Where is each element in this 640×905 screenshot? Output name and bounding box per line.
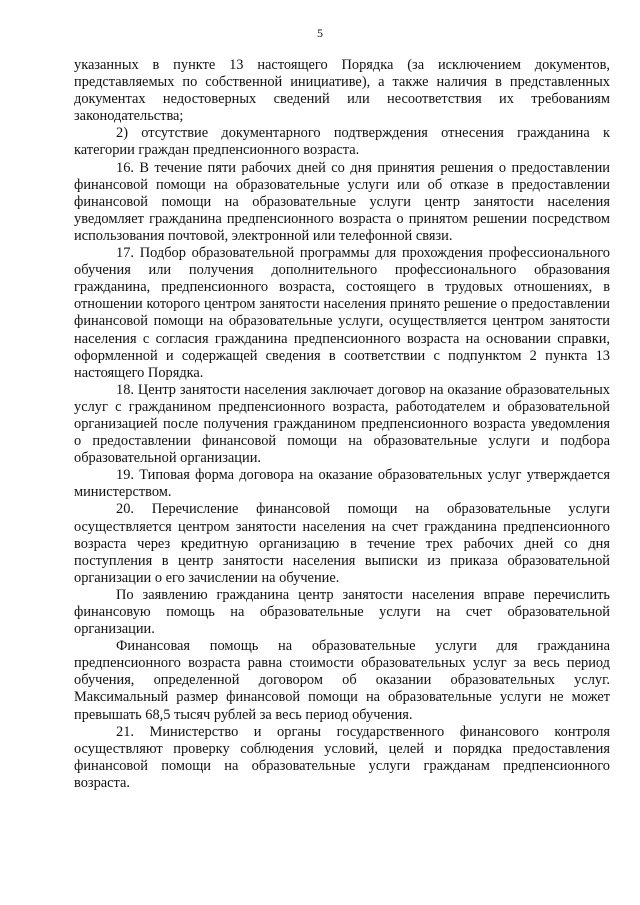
paragraph-20-transfer: По заявлению гражданина центр занятости населения вправе перечислить финансовую помощь на образовательные услуги на счет образовательной организации. (74, 586, 610, 638)
paragraph-item-2: 2) отсутствие документарного подтверждения отнесения гражданина к категории граждан предпенсионного возраста. (74, 125, 610, 159)
paragraph-21: 21. Министерство и органы государственного финансового контроля осуществляют проверку соблюдения условий, целей и порядка предоставления финансовой помощи на образовательные услуги гражданам предпенсионного возраста. (74, 723, 610, 791)
paragraph-20-amount: Финансовая помощь на образовательные услуги для гражданина предпенсионного возраста равна стоимости образовательных услуг за весь период обучения, определенной договором об оказании образовательных услуг. Максимальный размер финансовой помощи на образовательные услуги не может превышать 68,5 тысяч рублей за весь период обучения. (74, 638, 610, 723)
paragraph-20: 20. Перечисление финансовой помощи на образовательные услуги осуществляется центром занятости населения на счет гражданина предпенсионного возраста через кредитную организацию в течение трех рабочих дней со дня поступления в центр занятости населения выписки из приказа образовательной организации о его зачислении на обучение. (74, 501, 610, 586)
paragraph-continuation: указанных в пункте 13 настоящего Порядка (за исключением документов, представляемых по собственной инициативе), а также наличия в представленных документах недостоверных сведений или несоответствия их требованиям законодательства; (74, 57, 610, 125)
paragraph-19: 19. Типовая форма договора на оказание образовательных услуг утверждается министерством. (74, 467, 610, 501)
page-number: 5 (317, 26, 323, 40)
paragraph-18: 18. Центр занятости населения заключает договор на оказание образовательных услуг с гражданином предпенсионного возраста, работодателем и образовательной организацией после получения гражданином предпенсионного возраста уведомления о предоставлении финансовой помощи на образовательные услуги и подбора образовательной организации. (74, 381, 610, 467)
document-body (74, 57, 610, 792)
paragraph-16: 16. В течение пяти рабочих дней со дня принятия решения о предоставлении финансовой помощи на образовательные услуги или об отказе в предоставлении финансовой помощи на образовательные услуги центр занятости населения уведомляет гражданина предпенсионного возраста о принятом решении посредством использования почтовой, электронной или телефонной связи. (74, 159, 610, 244)
paragraph-17: 17. Подбор образовательной программы для прохождения профессионального обучения или получения дополнительного профессионального образования гражданина, предпенсионного возраста, состоящего в трудовых отношениях, в отношении которого центром занятости населения принято решение о предоставлении финансовой помощи на образовательные услуги, осуществляется центром занятости населения с согласия гражданина предпенсионного возраста на основании справки, оформленной и содержащей сведения в соответствии с подпунктом 2 пункта 13 настоящего Порядка. (74, 245, 610, 381)
